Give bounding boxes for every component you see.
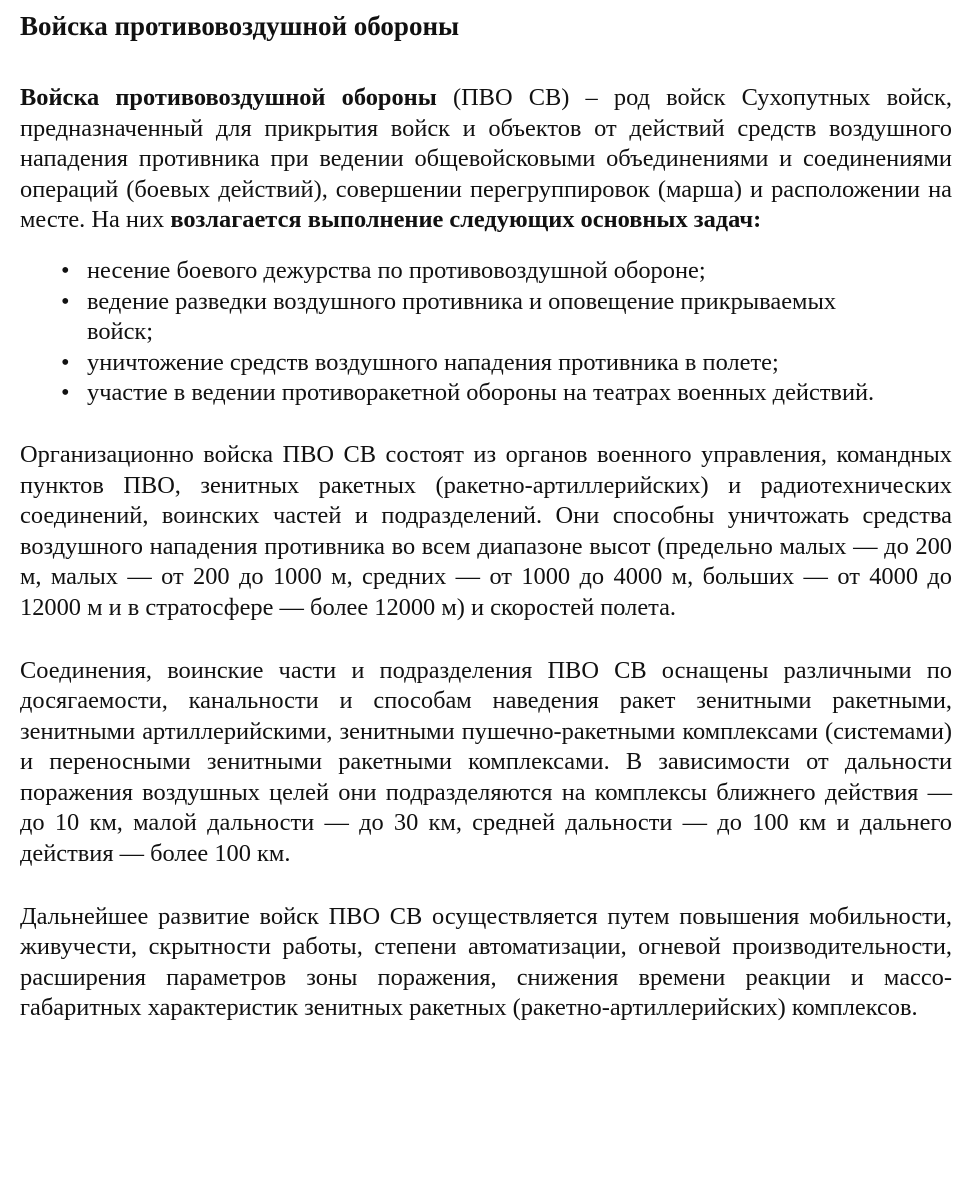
- list-item: [61, 348, 901, 379]
- development-paragraph: Дальнейшее развитие войск ПВО СВ осуществляется путем повышения мобильности, живучести, скрытности работы, степени автоматизации, огневой производительности, расширения параметров зоны поражения, снижения времени реакции и массо-габаритных характеристик зенитных ракетных (ракетно-артиллерийских) комплексов.: [20, 902, 952, 1022]
- bullet-icon: •: [61, 256, 70, 284]
- list-item-text: ведение разведки воздушного противника и оповещение прикрываемых войск;: [87, 287, 837, 346]
- tasks-list: [20, 256, 901, 409]
- intro-text: (ПВО СВ) – род войск Сухопутных войск, предназначенный для прикрытия войск и объектов от действий средств воздушного нападения противника при ведении общевойсковыми объединениями и соединениями операций (боевых действий), совершении перегруппировок (марша) и расположении на месте. На них: [20, 84, 952, 234]
- list-item: [61, 287, 901, 348]
- list-item-text: уничтожение средств воздушного нападения противника в полете;: [87, 348, 779, 376]
- page-title: Войска противовоздушной обороны: [20, 11, 460, 41]
- organization-paragraph: Организационно войска ПВО СВ состоят из органов военного управления, командных пунктов ПВО, зенитных ракетных (ракетно-артиллерийских) и радиотехнических соединений, воинских частей и подразделений. Они способны уничтожать средства воздушного нападения противника во всем диапазоне высот (предельно малых — до 200 м, малых — от 200 до 1000 м, средних — от 1000 до 4000 м, больших — от 4000 до 12000 м и в стратосфере — более 12000 м) и скоростей полета.: [20, 440, 952, 621]
- list-item: [61, 378, 901, 409]
- bullet-icon: •: [61, 287, 70, 315]
- bullet-icon: •: [61, 348, 70, 376]
- intro-emphasis: возлагается выполнение следующих основных задач:: [170, 206, 762, 234]
- intro-term: Войска противовоздушной обороны: [20, 84, 437, 111]
- bullet-icon: •: [61, 379, 70, 407]
- equipment-paragraph: Соединения, воинские части и подразделения ПВО СВ оснащены различными по досягаемости, канальности и способам наведения ракет зенитными ракетными, зенитными артиллерийскими, зенитными пушечно-ракетными комплексами (системами) и переносными зенитными ракетными комплексами. В зависимости от дальности поражения воздушных целей они подразделяются на комплексы ближнего действия — до 10 км, малой дальности — до 30 км, средней дальности — до 100 км и дальнего действия — более 100 км.: [20, 656, 952, 868]
- list-item-text: участие в ведении противоракетной обороны на театрах военных действий.: [87, 379, 875, 407]
- list-item-text: несение боевого дежурства по противовоздушной обороне;: [87, 256, 706, 284]
- list-item: [61, 256, 901, 287]
- intro-paragraph: [20, 83, 952, 236]
- document-page: [20, 0, 952, 1024]
